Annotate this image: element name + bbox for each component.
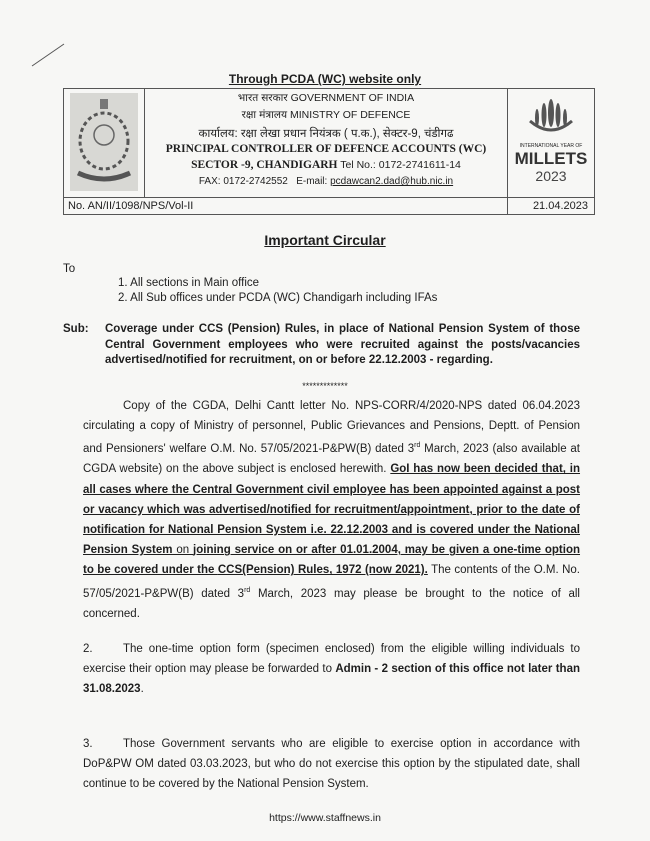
to-label: To <box>63 263 76 275</box>
contact-line: FAX: 0172-2742552 E-mail: pcdawcan2.dad@hub.nic.in <box>198 176 454 187</box>
paragraph-2: 2. The one-time option form (specimen enclosed) from the eligible willing individuals to exercise their option may please be forwarded to Admin - 2 section of this office not later than 31.08.2023. <box>83 643 580 696</box>
address-line: SECTOR -9, CHANDIGARH Tel No.: 0172-2741611-14 <box>191 159 461 171</box>
distribution-note: Through PCDA (WC) website only <box>228 72 422 86</box>
footer-url[interactable]: https://www.staffnews.in <box>269 812 381 824</box>
office-hindi: कार्यालय: रक्षा लेखा प्रधान नियंत्रक ( प.क.), सेक्टर-9, चंडीगढ <box>198 128 454 140</box>
ministry-line: रक्षा मंत्रालय MINISTRY OF DEFENCE <box>241 109 411 121</box>
paragraph-1: Copy of the CGDA, Delhi Cantt letter No. NPS-CORR/4/2020-NPS dated 06.04.2023 circulating a copy of Ministry of personnel, Public Grievances and Pensions, Deptt. of Pension and Pensioners' welfare O.M. No. 57/05/2021-P&PW(B) dated 3rd March, 2023 (also available at CGDA website) on the above subject is enclosed herewith. GoI has now been decided that, in all cases where the Central Government civil employee has been appointed against a post or vacancy which was advertised/notified for recruitment/appointment, prior to the date of notification for National Pension System i.e. 22.12.2003 and is covered under the National Pension System on joining service on or after 01.01.2004, may be given a one-time option to be covered under the CCS(Pension) Rules, 1972 (now 2021). The contents of the O.M. No. 57/05/2021-P&PW(B) dated 3rd March, 2023 may please be brought to the notice of all concerned. <box>83 400 581 620</box>
subject-label: Sub: <box>63 323 89 335</box>
reference-number: No. AN/II/1098/NPS/Vol-II <box>68 200 194 212</box>
recipient-item: 1. All sections in Main office <box>118 277 260 289</box>
letter-date: 21.04.2023 <box>532 200 588 212</box>
govt-line: भारत सरकार GOVERNMENT OF INDIA <box>237 92 415 104</box>
letterhead <box>63 88 595 215</box>
circular-title: Important Circular <box>264 232 386 248</box>
office-name: PRINCIPAL CONTROLLER OF DEFENCE ACCOUNTS (WC) <box>165 143 487 155</box>
separator-stars: ************* <box>302 381 348 391</box>
department-emblem-logo <box>70 93 138 191</box>
recipient-item: 2. All Sub offices under PCDA (WC) Chandigarh including IFAs <box>118 292 438 304</box>
millets-logo: INTERNATIONAL YEAR OF MILLETS 2023 <box>507 89 594 197</box>
paragraph-3: 3. Those Government servants who are eligible to exercise option in accordance with DoP&PW OM dated 03.03.2023, but who do not exercise this option by the stipulated date, shall continue to be covered by the National Pension System. <box>83 738 580 791</box>
emblem-cell <box>64 89 145 197</box>
subject-text: Coverage under CCS (Pension) Rules, in place of National Pension System of those Central Government employees who were recruited against the posts/vacancies advertised/notified for recruitment, on or before 22.12.2003 - regarding. <box>105 323 580 366</box>
email-link[interactable]: pcdawcan2.dad@hub.nic.in <box>330 176 454 187</box>
reference-row <box>64 197 594 215</box>
pen-mark <box>28 40 68 70</box>
